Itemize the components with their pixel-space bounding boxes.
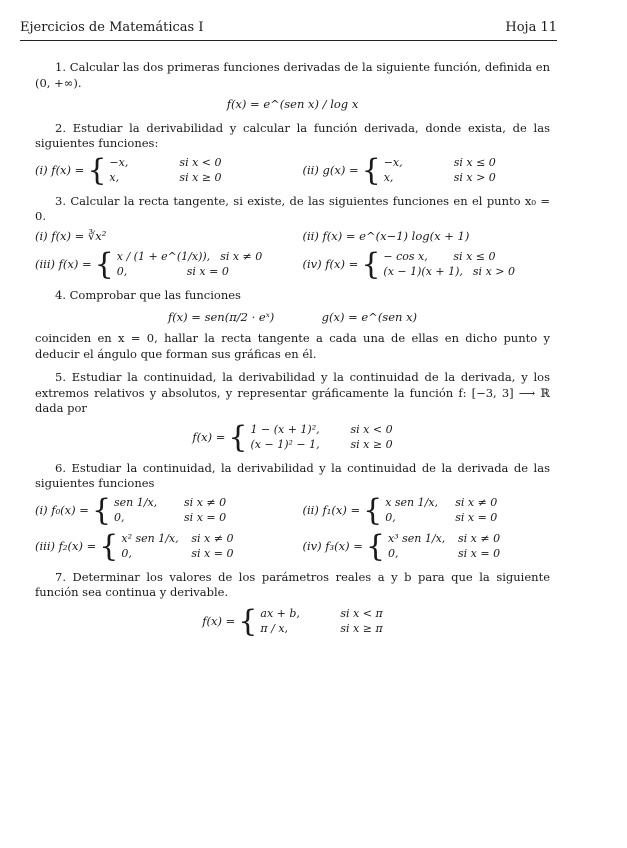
case-value: 1 − (x + 1)², — [250, 422, 320, 436]
exercise-text: 6. Estudiar la continuidad, la derivabilidad y la continuidad de la derivada de las siguientes funciones — [35, 460, 550, 491]
case-condition: si x = 0 — [186, 265, 229, 279]
case-value: 0, — [116, 265, 128, 279]
case-value: x, — [109, 170, 120, 184]
function-label: (i) f(x) = — [35, 162, 85, 177]
function-item: (ii) f(x) = e^(x−1) log(x + 1) — [302, 228, 470, 243]
case-value: π / x, — [260, 621, 289, 635]
formula: f(x) = sen(π/2 · eˣ) — [167, 309, 275, 324]
brace-icon: { — [94, 247, 114, 283]
exercise-1 — [35, 60, 550, 113]
header-sheet-number: Hoja 11 — [505, 20, 557, 35]
case-value: sen 1/x, — [114, 495, 158, 509]
case-value: −x, — [383, 155, 403, 169]
case-value: 0, — [114, 510, 125, 524]
piecewise-function — [35, 247, 283, 283]
brace-icon: { — [361, 247, 381, 283]
case-value: (x − 1)(x + 1), — [383, 265, 463, 279]
function-label: (i) f₀(x) = — [35, 503, 89, 517]
case-value: 0, — [121, 546, 132, 560]
formula: f(x) = e^(sen x) / log x — [226, 97, 359, 112]
case-condition: si x < 0 — [179, 155, 222, 169]
case-condition: si x = 0 — [455, 510, 498, 524]
brace-icon: { — [363, 492, 383, 528]
piecewise-function — [202, 603, 383, 639]
exercise-text: 3. Calcular la recta tangente, si existe, de las siguientes funciones en el punto x₀ = 0. — [35, 193, 550, 224]
function-label: (ii) f₁(x) = — [302, 503, 361, 517]
case-value: 0, — [388, 546, 399, 560]
brace-icon: { — [365, 528, 386, 564]
header-title: Ejercicios de Matemáticas I — [20, 20, 204, 35]
case-condition: si x ≤ 0 — [453, 250, 496, 264]
exercise-4 — [35, 288, 550, 362]
function-label: (iv) f(x) = — [302, 257, 359, 272]
piecewise-function — [302, 247, 551, 283]
case-value: x² sen 1/x, — [121, 531, 179, 545]
brace-icon: { — [99, 528, 119, 564]
brace-icon: { — [91, 492, 112, 528]
case-condition: si x ≠ 0 — [220, 250, 263, 264]
function-label: (iv) f₃(x) = — [302, 539, 363, 553]
case-value: 0, — [385, 510, 396, 524]
case-condition: si x ≠ 0 — [455, 495, 498, 509]
case-condition: si x = 0 — [191, 546, 234, 560]
case-condition: si x > 0 — [453, 170, 496, 184]
case-condition: si x = 0 — [458, 546, 501, 560]
function-label: (iii) f₂(x) = — [35, 539, 97, 553]
page-header — [20, 20, 557, 40]
case-condition: si x ≥ 0 — [179, 170, 222, 184]
brace-icon: { — [228, 419, 248, 455]
piecewise-function — [302, 152, 551, 188]
function-item: (i) f(x) = ∛x² — [35, 228, 107, 243]
case-value: (x − 1)² − 1, — [250, 437, 320, 451]
case-condition: si x < 0 — [350, 422, 393, 436]
piecewise-function — [35, 492, 283, 528]
exercise-3 — [35, 194, 550, 281]
case-condition: si x = 0 — [184, 510, 227, 524]
piecewise-function — [302, 528, 551, 564]
brace-icon: { — [238, 603, 258, 639]
function-label: (ii) g(x) = — [302, 162, 359, 177]
case-value: −x, — [109, 155, 129, 169]
case-value: − cos x, — [383, 250, 428, 264]
exercise-2 — [35, 121, 550, 186]
brace-icon: { — [361, 152, 381, 188]
function-label: f(x) = — [192, 429, 226, 444]
exercise-text: coinciden en x = 0, hallar la recta tangente a cada una de ellas en dicho punto y deducir el ángulo que forman sus gráficas en él. — [35, 331, 550, 361]
case-condition: si x ≥ 0 — [350, 437, 393, 451]
case-value: x / (1 + e^(1/x)), — [116, 250, 211, 264]
exercise-7 — [35, 570, 550, 637]
exercise-text: 2. Estudiar la derivabilidad y calcular la función derivada, donde exista, de las siguientes funciones: — [35, 120, 550, 151]
piecewise-function — [302, 492, 551, 528]
exercise-text: 1. Calcular las dos primeras funciones derivadas de la siguiente función, definida en (0, +∞). — [35, 60, 550, 90]
case-value: x, — [383, 170, 394, 184]
exercise-text: 7. Determinar los valores de los parámetros reales a y b para que la siguiente función sea continua y derivable. — [35, 569, 550, 600]
case-value: x sen 1/x, — [385, 495, 439, 509]
case-condition: si x ≠ 0 — [184, 495, 227, 509]
exercise-text: 4. Comprobar que las funciones — [55, 288, 241, 303]
case-value: ax + b, — [260, 606, 300, 620]
case-condition: si x < π — [340, 606, 383, 620]
piecewise-function — [35, 152, 283, 188]
exercise-list — [35, 60, 550, 645]
exercise-5 — [35, 370, 550, 453]
case-condition: si x ≠ 0 — [191, 531, 234, 545]
exercise-text: 5. Estudiar la continuidad, la derivabilidad y la continuidad de la derivada, y los extremos relativos y absolutos, y representar gráficamente la función f: [−3, 3] ⟶ ℝ dada por — [35, 370, 550, 416]
function-label: (iii) f(x) = — [35, 257, 92, 272]
case-condition: si x ≠ 0 — [458, 531, 501, 545]
exercise-6 — [35, 461, 550, 562]
piecewise-function — [192, 419, 393, 455]
formula: g(x) = e^(sen x) — [321, 309, 418, 324]
case-condition: si x ≥ π — [340, 621, 383, 635]
function-label: f(x) = — [202, 614, 236, 629]
brace-icon: { — [87, 152, 107, 188]
header-rule — [20, 40, 557, 41]
case-value: x³ sen 1/x, — [388, 531, 446, 545]
piecewise-function — [35, 528, 283, 564]
case-condition: si x > 0 — [472, 265, 515, 279]
case-condition: si x ≤ 0 — [453, 155, 496, 169]
